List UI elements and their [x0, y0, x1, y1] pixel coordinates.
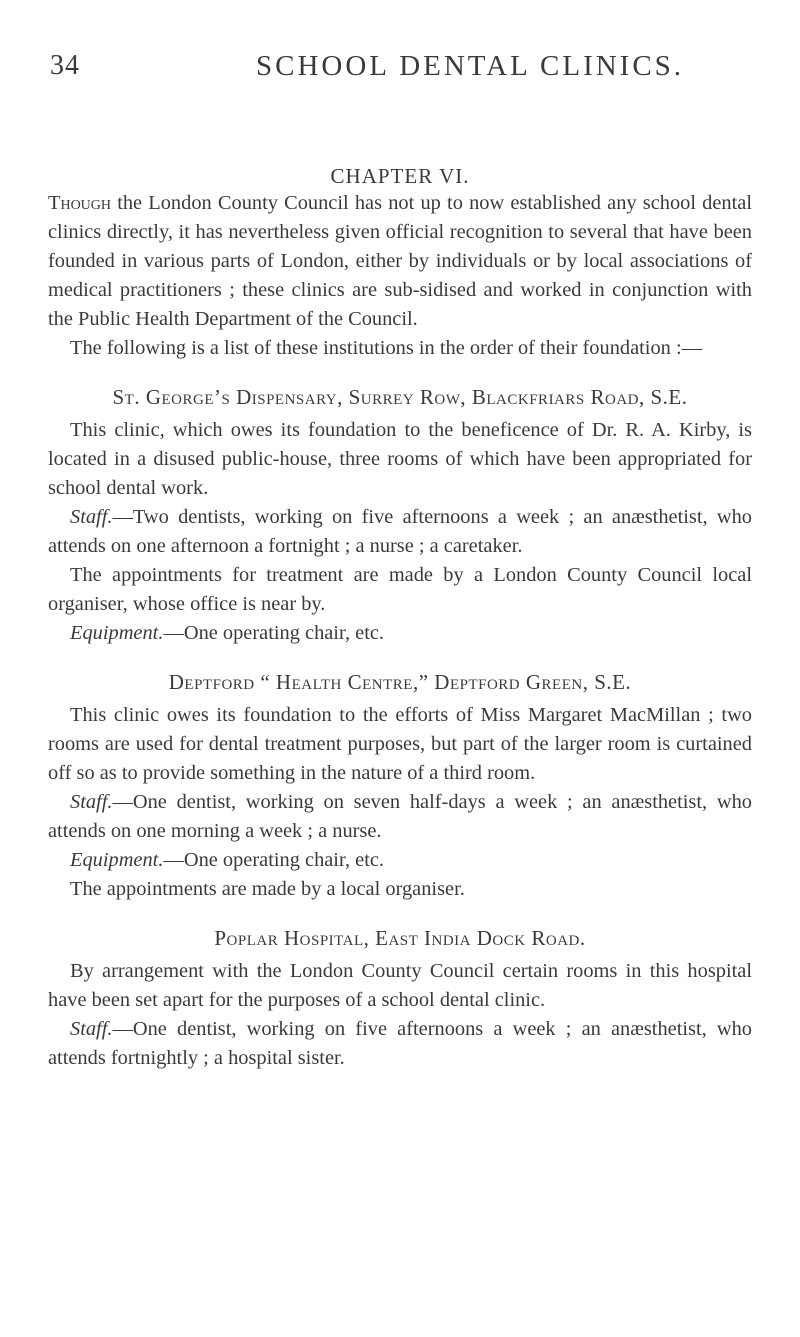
following-paragraph: The following is a list of these institutions in the order of their foundation :—	[70, 337, 703, 359]
staff-paragraph	[48, 503, 752, 561]
chapter-title: CHAPTER VI.	[330, 164, 470, 188]
equipment-text: —One operating chair, etc.	[163, 622, 385, 644]
staff-text: —One dentist, working on five afternoons a week ; an anæsthetist, who attends fortnightly ; a hospital sister.	[48, 1018, 752, 1069]
running-title: SCHOOL DENTAL CLINICS.	[256, 50, 685, 82]
section-description: This clinic owes its foundation to the efforts of Miss Margaret MacMillan ; two rooms are used for dental treatment purposes, but part of the larger room is curtained off so as to provide something in the nature of a third room.	[48, 704, 752, 784]
equipment-text: —One operating chair, etc.	[163, 849, 385, 871]
staff-label: Staff.	[70, 1018, 113, 1040]
section-description: By arrangement with the London County Council certain rooms in this hospital have been set apart for the purposes of a school dental clinic.	[48, 960, 752, 1011]
equipment-paragraph	[48, 846, 752, 875]
body-text	[48, 189, 752, 1073]
page-number: 34	[50, 50, 80, 81]
equipment-paragraph	[48, 619, 752, 648]
page-header	[0, 50, 800, 90]
staff-label: Staff.	[70, 791, 113, 813]
staff-text: —Two dentists, working on five afternoons a week ; an anæsthetist, who attends on one afternoon a fortnight ; a nurse ; a caretaker.	[48, 506, 752, 557]
intro-paragraph	[48, 189, 752, 334]
equipment-label: Equipment.	[70, 622, 164, 644]
intro-text: the London County Council has not up to now established any school dental clinics directly, it has nevertheless given official recognition to several that have been founded in various parts of London, either by individuals or by local associations of medical practitioners ; these clinics are sub-sidised and worked in conjunction with the Public Health Department of the Council.	[48, 192, 752, 330]
section-heading: Poplar Hospital, East India Dock Road.	[214, 926, 586, 950]
staff-text: —One dentist, working on seven half-days a week ; an anæsthetist, who attends on one morning a week ; a nurse.	[48, 791, 752, 842]
staff-label: Staff.	[70, 506, 113, 528]
section-heading: St. George’s Dispensary, Surrey Row, Blackfriars Road, S.E.	[112, 385, 688, 409]
section-description: This clinic, which owes its foundation to the beneficence of Dr. R. A. Kirby, is located in a disused public-house, three rooms of which have been appropriated for school dental work.	[48, 419, 752, 499]
appointments-paragraph: The appointments are made by a local organiser.	[70, 878, 465, 900]
section-heading: Deptford “ Health Centre,” Deptford Green, S.E.	[168, 670, 632, 694]
equipment-label: Equipment.	[70, 849, 164, 871]
staff-paragraph	[48, 788, 752, 846]
appointments-paragraph: The appointments for treatment are made by a London County Council local organiser, whose office is near by.	[48, 564, 752, 615]
lead-word: Though	[48, 192, 112, 214]
staff-paragraph	[48, 1015, 752, 1073]
